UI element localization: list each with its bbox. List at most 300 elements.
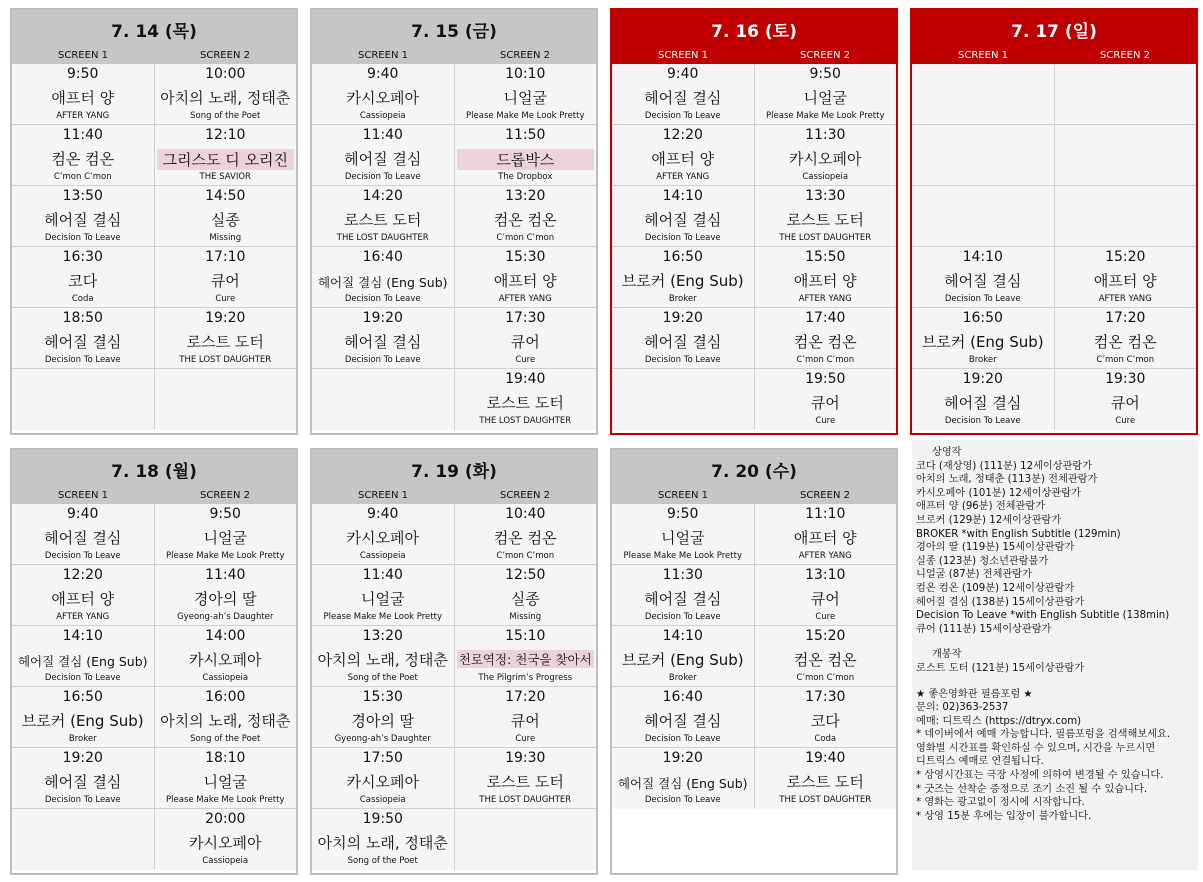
screening-slot[interactable] <box>755 186 897 247</box>
screening-grid <box>12 504 296 870</box>
screening-slot[interactable] <box>12 308 154 369</box>
show-time: 19:20 <box>205 310 246 326</box>
show-time: 10:00 <box>205 66 246 82</box>
screening-slot[interactable] <box>155 504 297 565</box>
movie-english-title: C’mon C’mon <box>796 355 855 365</box>
movie-title: 카시오페아 <box>346 89 419 107</box>
show-time: 19:20 <box>662 750 703 766</box>
screening-slot[interactable] <box>755 125 897 186</box>
show-time: 9:40 <box>667 66 699 82</box>
movie-english-title: Cassiopeia <box>359 111 406 121</box>
movie-title: 코다 <box>68 272 98 290</box>
screen-label: SCREEN 2 <box>200 50 250 61</box>
screening-slot[interactable] <box>612 64 754 125</box>
screening-slot[interactable] <box>12 125 154 186</box>
movie-english-title: Coda <box>814 734 837 744</box>
screening-slot[interactable] <box>155 125 297 186</box>
movie-title: 카시오페아 <box>789 150 862 168</box>
movie-english-title: C’mon C’mon <box>496 233 555 243</box>
screening-grid <box>912 64 1196 430</box>
movie-title: 카시오페아 <box>346 773 419 791</box>
movie-english-title: AFTER YANG <box>56 111 110 121</box>
movie-english-title: Cure <box>515 355 536 365</box>
day-title: 7. 16 (토) <box>612 10 896 48</box>
info-panel <box>912 440 1198 870</box>
screen-label: SCREEN 2 <box>1100 50 1150 61</box>
now-showing-list <box>916 460 1198 637</box>
day-block <box>310 8 598 435</box>
movie-title: 헤어질 결심 <box>644 211 722 229</box>
movie-title: 헤어질 결심 <box>644 89 722 107</box>
screening-slot[interactable] <box>312 247 454 308</box>
show-time: 11:50 <box>505 127 546 143</box>
show-time: 13:10 <box>805 567 846 583</box>
show-time: 20:00 <box>205 811 246 827</box>
screen-label: SCREEN 1 <box>58 490 108 501</box>
movie-title: 브로커 (Eng Sub) <box>21 712 144 730</box>
screening-slot[interactable] <box>755 748 897 809</box>
show-time: 19:50 <box>805 371 846 387</box>
screening-slot[interactable] <box>612 504 754 565</box>
screening-slot[interactable] <box>312 626 454 687</box>
note-line: 영화별 시간표를 확인하실 수 있으며, 시간을 누르시면 <box>916 742 1156 754</box>
show-time: 9:50 <box>67 66 99 82</box>
movie-english-title: Cassiopeia <box>359 551 406 561</box>
movie-title: 애프터 양 <box>1093 272 1157 290</box>
screening-slot[interactable] <box>312 504 454 565</box>
movie-english-title: Cure <box>815 612 836 622</box>
show-time: 9:40 <box>367 506 399 522</box>
screen-header <box>912 48 1196 64</box>
screening-slot[interactable] <box>155 809 297 870</box>
movie-english-title: Song of the Poet <box>347 673 418 683</box>
show-time: 16:50 <box>662 249 703 265</box>
movie-title: 애프터 양 <box>793 529 857 547</box>
screening-slot[interactable] <box>755 247 897 308</box>
movie-english-title: THE SAVIOR <box>199 172 251 182</box>
screening-slot[interactable] <box>312 809 454 870</box>
screening-slot[interactable] <box>1055 308 1197 369</box>
movie-english-title: Decision To Leave <box>644 233 721 243</box>
screening-slot <box>912 125 1054 186</box>
screening-slot[interactable] <box>612 125 754 186</box>
movie-english-title: THE LOST DAUGHTER <box>336 233 429 243</box>
day-block <box>610 8 898 435</box>
screening-slot[interactable] <box>155 186 297 247</box>
show-time: 19:30 <box>505 750 546 766</box>
screen-column <box>912 64 1055 430</box>
show-time: 14:00 <box>205 628 246 644</box>
screening-slot[interactable] <box>155 64 297 125</box>
screen-column <box>612 504 755 809</box>
movie-english-title: Please Make Me Look Pretty <box>323 612 442 622</box>
movie-english-title: Cassiopeia <box>202 856 249 866</box>
day-block <box>10 8 298 435</box>
movie-title: 애프터 양 <box>51 89 115 107</box>
screening-slot <box>1055 125 1197 186</box>
movie-title: 경아의 딸 <box>193 590 257 608</box>
movie-english-title: Please Make Me Look Pretty <box>623 551 742 561</box>
screening-slot[interactable] <box>12 626 154 687</box>
now-showing-item: 니얼굴 (87분) 전체관람가 <box>916 569 1032 581</box>
movie-title: 아치의 노래, 정태춘 <box>160 712 291 730</box>
note-line: * 굿즈는 선착순 증정으로 조기 소진 될 수 있습니다. <box>916 783 1148 795</box>
screen-label: SCREEN 2 <box>500 50 550 61</box>
screening-slot[interactable] <box>155 687 297 748</box>
movie-title: 큐어 <box>210 272 240 290</box>
screening-slot[interactable] <box>455 64 597 125</box>
note-line: * 영화는 광고없이 정시에 시작합니다. <box>916 797 1085 809</box>
show-time: 17:20 <box>1105 310 1146 326</box>
screen-header <box>12 488 296 504</box>
screen-label: SCREEN 1 <box>958 50 1008 61</box>
movie-title: 니얼굴 <box>203 773 247 791</box>
movie-english-title: Missing <box>509 612 542 622</box>
show-time: 13:50 <box>62 188 103 204</box>
movie-title: 아치의 노래, 정태춘 <box>160 89 291 107</box>
screening-slot[interactable] <box>912 369 1054 430</box>
movie-english-title: Cure <box>515 734 536 744</box>
movie-english-title: Cure <box>815 416 836 426</box>
screening-slot[interactable] <box>455 369 597 430</box>
screening-slot[interactable] <box>155 247 297 308</box>
screen-column <box>612 64 755 430</box>
now-showing-item: 컴온 컴온 (109분) 12세이상관람가 <box>916 582 1075 594</box>
screening-slot[interactable] <box>12 186 154 247</box>
movie-title: 헤어질 결심 (Eng Sub) <box>617 776 748 791</box>
screening-slot[interactable] <box>755 369 897 430</box>
movie-english-title: Decision To Leave <box>644 795 721 805</box>
screening-slot[interactable] <box>455 247 597 308</box>
screen-column <box>155 64 297 430</box>
screen-column <box>312 64 455 430</box>
movie-english-title: C’mon C’mon <box>496 551 555 561</box>
screening-slot[interactable] <box>455 504 597 565</box>
screening-slot[interactable] <box>455 565 597 626</box>
show-time: 17:40 <box>805 310 846 326</box>
show-time: 17:10 <box>205 249 246 265</box>
screening-slot <box>612 369 754 430</box>
show-time: 14:10 <box>62 628 103 644</box>
screening-slot[interactable] <box>455 626 597 687</box>
screening-slot[interactable] <box>912 308 1054 369</box>
movie-english-title: Cure <box>215 294 236 304</box>
screen-header <box>312 48 596 64</box>
show-time: 16:50 <box>62 689 103 705</box>
screening-slot[interactable] <box>312 687 454 748</box>
movie-title: 애프터 양 <box>651 150 715 168</box>
screening-slot[interactable] <box>755 308 897 369</box>
now-showing-item: 브로커 (129분) 12세이상관람가 <box>916 514 1062 526</box>
day-title: 7. 15 (금) <box>312 10 596 48</box>
show-time: 11:30 <box>662 567 703 583</box>
movie-english-title: Decision To Leave <box>644 111 721 121</box>
screening-slot[interactable] <box>612 308 754 369</box>
movie-title: 드롭박스 <box>457 149 595 170</box>
movie-title: 큐어 <box>510 712 540 730</box>
screening-slot[interactable] <box>312 186 454 247</box>
movie-title: 컴온 컴온 <box>51 150 115 168</box>
note-line: 문의: 02)363-2537 <box>916 702 1009 714</box>
movie-title: 큐어 <box>1110 394 1140 412</box>
movie-title: 헤어질 결심 <box>44 773 122 791</box>
screening-slot <box>912 186 1054 247</box>
screening-slot[interactable] <box>1055 247 1197 308</box>
show-time: 9:50 <box>209 506 241 522</box>
show-time: 16:30 <box>62 249 103 265</box>
movie-english-title: C’mon C’mon <box>53 172 112 182</box>
screening-slot[interactable] <box>312 125 454 186</box>
show-time: 18:50 <box>62 310 103 326</box>
screening-slot[interactable] <box>12 565 154 626</box>
note-line: 예매: 디트릭스 (https://dtryx.com) <box>916 715 1082 727</box>
movie-english-title: Please Make Me Look Pretty <box>166 551 285 561</box>
movie-english-title: Cure <box>1115 416 1136 426</box>
movie-title: 로스트 도터 <box>786 773 864 791</box>
movie-title: 니얼굴 <box>803 89 847 107</box>
movie-title: 경아의 딸 <box>351 712 415 730</box>
movie-title: 니얼굴 <box>661 529 705 547</box>
note-line: * 상영시간표는 극장 사정에 의하여 변경될 수 있습니다. <box>916 770 1164 782</box>
movie-english-title: Decision To Leave <box>44 673 121 683</box>
movie-english-title: Decision To Leave <box>944 416 1021 426</box>
movie-english-title: Decision To Leave <box>344 172 421 182</box>
show-time: 19:50 <box>362 811 403 827</box>
movie-english-title: Broker <box>668 673 697 683</box>
show-time: 17:20 <box>505 689 546 705</box>
show-time: 19:40 <box>805 750 846 766</box>
screening-slot[interactable] <box>612 626 754 687</box>
now-showing-item: 카시오페아 (101분) 12세이상관람가 <box>916 487 1081 499</box>
movie-title: 로스트 도터 <box>786 211 864 229</box>
now-showing-item: 아치의 노래, 정태춘 (113분) 전체관람가 <box>916 474 1098 486</box>
show-time: 11:30 <box>805 127 846 143</box>
screening-grid <box>612 64 896 430</box>
movie-english-title: Decision To Leave <box>944 294 1021 304</box>
movie-title: 실종 <box>210 211 240 229</box>
screen-column <box>12 64 155 430</box>
movie-title: 브로커 (Eng Sub) <box>621 272 744 290</box>
screen-label: SCREEN 1 <box>58 50 108 61</box>
screen-label: SCREEN 2 <box>800 50 850 61</box>
day-title: 7. 20 (수) <box>612 450 896 488</box>
movie-title: 헤어질 결심 <box>344 333 422 351</box>
opening-list <box>916 662 1198 676</box>
movie-title: 카시오페아 <box>346 529 419 547</box>
movie-title: 컴온 컴온 <box>493 529 557 547</box>
note-line: * 네이버에서 예매 가능합니다. 필름포럼을 검색해보세요. <box>916 729 1171 741</box>
screening-slot[interactable] <box>755 64 897 125</box>
now-showing-item: 헤어질 결심 (138분) 15세이상관람가 <box>916 596 1085 608</box>
screening-slot[interactable] <box>912 247 1054 308</box>
show-time: 17:30 <box>805 689 846 705</box>
movie-title: 헤어질 결심 <box>644 333 722 351</box>
screen-header <box>12 48 296 64</box>
movie-title: 헤어질 결심 <box>44 529 122 547</box>
screening-slot <box>912 64 1054 125</box>
show-time: 9:50 <box>667 506 699 522</box>
movie-english-title: The Pilgrim’s Progress <box>478 673 573 683</box>
screening-slot[interactable] <box>155 565 297 626</box>
show-time: 9:40 <box>367 66 399 82</box>
show-time: 11:40 <box>362 567 403 583</box>
movie-title: 헤어질 결심 <box>44 211 122 229</box>
show-time: 9:40 <box>67 506 99 522</box>
note-line: 디트릭스 예매로 연결됩니다. <box>916 756 1044 768</box>
screening-slot[interactable] <box>12 748 154 809</box>
screening-grid <box>12 64 296 430</box>
movie-title: 헤어질 결심 <box>644 712 722 730</box>
show-time: 17:50 <box>362 750 403 766</box>
movie-title: 큐어 <box>810 394 840 412</box>
screening-slot[interactable] <box>312 64 454 125</box>
movie-title: 헤어질 결심 <box>344 150 422 168</box>
opening-item: 로스트 도터 (121분) 15세이상관람가 <box>916 662 1085 674</box>
screen-label: SCREEN 1 <box>358 50 408 61</box>
movie-title: 브로커 (Eng Sub) <box>621 651 744 669</box>
show-time: 9:50 <box>809 66 841 82</box>
screening-slot[interactable] <box>155 626 297 687</box>
screening-slot[interactable] <box>1055 369 1197 430</box>
day-block <box>10 448 298 875</box>
day-title: 7. 18 (월) <box>12 450 296 488</box>
show-time: 13:20 <box>362 628 403 644</box>
screening-slot[interactable] <box>12 64 154 125</box>
screen-label: SCREEN 2 <box>800 490 850 501</box>
movie-title: 천로역정: 천국을 찾아서 <box>457 650 595 668</box>
movie-english-title: AFTER YANG <box>798 551 852 561</box>
screening-slot[interactable] <box>455 308 597 369</box>
show-time: 16:40 <box>362 249 403 265</box>
screen-header <box>312 488 596 504</box>
movie-english-title: AFTER YANG <box>498 294 552 304</box>
screening-slot[interactable] <box>612 687 754 748</box>
screening-slot[interactable] <box>455 687 597 748</box>
movie-title: 니얼굴 <box>203 529 247 547</box>
show-time: 15:20 <box>1105 249 1146 265</box>
movie-title: 헤어질 결심 <box>944 394 1022 412</box>
screening-slot[interactable] <box>312 565 454 626</box>
screening-slot[interactable] <box>755 687 897 748</box>
movie-english-title: Decision To Leave <box>44 233 121 243</box>
show-time: 19:30 <box>1105 371 1146 387</box>
movie-english-title: Missing <box>209 233 242 243</box>
screening-grid <box>612 504 896 809</box>
screen-label: SCREEN 2 <box>500 490 550 501</box>
screen-label: SCREEN 1 <box>658 490 708 501</box>
screening-slot[interactable] <box>755 565 897 626</box>
screen-column <box>755 504 897 809</box>
movie-title: 니얼굴 <box>361 590 405 608</box>
screening-slot[interactable] <box>12 504 154 565</box>
movie-title: 로스트 도터 <box>486 773 564 791</box>
movie-english-title: THE LOST DAUGHTER <box>479 416 572 426</box>
screening-slot[interactable] <box>312 748 454 809</box>
show-time: 19:20 <box>662 310 703 326</box>
screening-slot[interactable] <box>612 748 754 809</box>
show-time: 19:40 <box>505 371 546 387</box>
show-time: 14:10 <box>662 628 703 644</box>
movie-english-title: Song of the Poet <box>190 734 261 744</box>
movie-english-title: Cassiopeia <box>202 673 249 683</box>
show-time: 12:20 <box>62 567 103 583</box>
movie-title: 큐어 <box>810 590 840 608</box>
movie-title: 컴온 컴온 <box>1093 333 1157 351</box>
movie-english-title: Decision To Leave <box>344 294 421 304</box>
movie-title: 컴온 컴온 <box>793 333 857 351</box>
screening-slot <box>155 369 297 430</box>
movie-title: 로스트 도터 <box>344 211 422 229</box>
movie-english-title: Coda <box>71 294 94 304</box>
screening-slot[interactable] <box>755 504 897 565</box>
movie-english-title: Please Make Me Look Pretty <box>766 111 885 121</box>
show-time: 14:50 <box>205 188 246 204</box>
screening-slot[interactable] <box>155 308 297 369</box>
screen-header <box>612 488 896 504</box>
screen-label: SCREEN 1 <box>658 50 708 61</box>
show-time: 17:30 <box>505 310 546 326</box>
movie-english-title: THE LOST DAUGHTER <box>479 795 572 805</box>
day-title: 7. 17 (일) <box>912 10 1196 48</box>
screening-slot[interactable] <box>312 308 454 369</box>
movie-english-title: AFTER YANG <box>798 294 852 304</box>
screening-slot[interactable] <box>612 565 754 626</box>
show-time: 15:10 <box>505 628 546 644</box>
screening-slot[interactable] <box>12 247 154 308</box>
movie-title: 니얼굴 <box>503 89 547 107</box>
screening-grid <box>312 504 596 870</box>
screening-slot[interactable] <box>612 247 754 308</box>
movie-title: 그리스도 디 오리진 <box>157 149 295 170</box>
screening-slot[interactable] <box>455 125 597 186</box>
movie-english-title: THE LOST DAUGHTER <box>179 355 272 365</box>
screen-column <box>312 504 455 870</box>
now-showing-item: Decision To Leave *with English Subtitle (138min) <box>916 610 1170 622</box>
now-showing-item: 애프터 양 (96분) 전체관람가 <box>916 501 1046 513</box>
movie-english-title: Cassiopeia <box>802 172 849 182</box>
screen-column <box>1055 64 1197 430</box>
movie-title: 큐어 <box>510 333 540 351</box>
screening-slot[interactable] <box>12 687 154 748</box>
show-time: 19:20 <box>62 750 103 766</box>
screening-slot[interactable] <box>155 748 297 809</box>
day-block <box>910 8 1198 435</box>
screen-column <box>755 64 897 430</box>
opening-heading: 개봉작 <box>932 649 962 661</box>
show-time: 14:10 <box>662 188 703 204</box>
now-showing-item: 코다 (재상영) (111분) 12세이상관람가 <box>916 460 1093 472</box>
screening-slot[interactable] <box>455 748 597 809</box>
movie-title: 헤어질 결심 (Eng Sub) <box>317 275 448 290</box>
screening-slot[interactable] <box>612 186 754 247</box>
day-block <box>610 448 898 875</box>
now-showing-item: BROKER *with English Subtitle (129min) <box>916 528 1121 540</box>
movie-english-title: Broker <box>68 734 97 744</box>
movie-title: 컴온 컴온 <box>793 651 857 669</box>
movie-english-title: Decision To Leave <box>644 612 721 622</box>
screening-slot[interactable] <box>755 626 897 687</box>
screening-slot[interactable] <box>455 186 597 247</box>
screen-column <box>155 504 297 870</box>
movie-title: 브로커 (Eng Sub) <box>921 333 1044 351</box>
show-time: 11:40 <box>205 567 246 583</box>
show-time: 12:20 <box>662 127 703 143</box>
now-showing-item: 경아의 딸 (119분) 15세이상관람가 <box>916 542 1075 554</box>
screen-column <box>455 504 597 870</box>
movie-title: 헤어질 결심 <box>644 590 722 608</box>
show-time: 13:20 <box>505 188 546 204</box>
movie-english-title: Broker <box>968 355 997 365</box>
